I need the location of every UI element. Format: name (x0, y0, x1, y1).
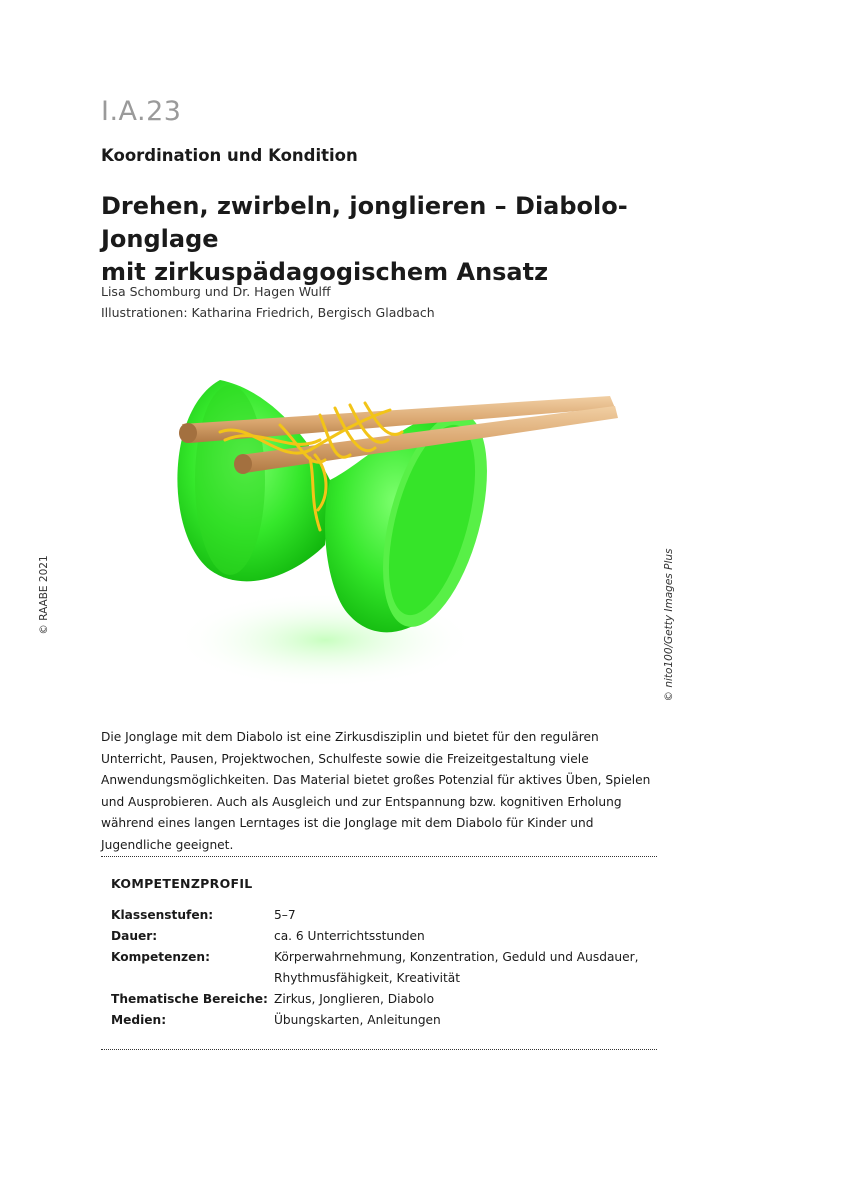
intro-paragraph: Die Jonglage mit dem Diabolo ist eine Zirkusdisziplin und bietet für den regulären Unterricht, Pausen, Projektwochen, Schulfeste sowie die Freizeitgestaltung viele Anwendungsmöglichkeiten. Das Material bietet großes Potenzial für aktives Üben, Spielen und Ausprobieren. Auch als Ausgleich und zur Entspannung bzw. kognitiven Erholung während eines langen Lerntages ist die Jonglage mit dem Diabolo für Kinder und Jugendliche geeignet. (101, 730, 651, 852)
profile-row-topics (111, 989, 656, 1010)
diabolo-photo (160, 370, 630, 695)
profile-value: ca. 6 Unterrichtsstunden (274, 929, 425, 943)
profile-row-competences (111, 947, 656, 989)
photo-credit: © nito100/Getty Images Plus (663, 548, 675, 702)
title-line-2: mit zirkuspädagogischem Ansatz (101, 258, 549, 286)
profile-row-grade (111, 905, 656, 926)
authors-line: Lisa Schomburg und Dr. Hagen Wulff (101, 284, 331, 299)
profile-label: Thematische Bereiche: (111, 992, 268, 1006)
title-line-1: Drehen, zwirbeln, jonglieren – Diabolo-Jonglage (101, 192, 628, 253)
section-code: I.A.23 (101, 96, 182, 127)
profile-label: Dauer: (111, 929, 158, 943)
topic-subtitle: Koordination und Kondition (101, 146, 358, 165)
profile-value: 5–7 (274, 908, 296, 922)
profile-bottom-divider (101, 1049, 657, 1050)
authors-block (101, 281, 435, 323)
intro-text (101, 727, 661, 857)
profile-label: Klassenstufen: (111, 908, 214, 922)
left-cup (177, 380, 330, 581)
copyright-note: © RAABE 2021 (38, 555, 50, 635)
page-title (101, 190, 741, 289)
competence-profile-table (111, 905, 656, 1031)
profile-row-media (111, 1010, 656, 1031)
profile-row-duration (111, 926, 656, 947)
profile-label: Medien: (111, 1013, 167, 1027)
profile-top-divider (101, 856, 657, 857)
profile-value: Zirkus, Jonglieren, Diabolo (274, 992, 435, 1006)
profile-value: Körperwahrnehmung, Konzentration, Geduld und Ausdauer, Rhythmusfähigkeit, Kreativität (274, 950, 639, 985)
profile-heading: KOMPETENZPROFIL (111, 876, 253, 891)
profile-label: Kompetenzen: (111, 950, 210, 964)
illustrations-line: Illustrationen: Katharina Friedrich, Bergisch Gladbach (101, 305, 435, 320)
profile-value: Übungskarten, Anleitungen (274, 1013, 441, 1027)
